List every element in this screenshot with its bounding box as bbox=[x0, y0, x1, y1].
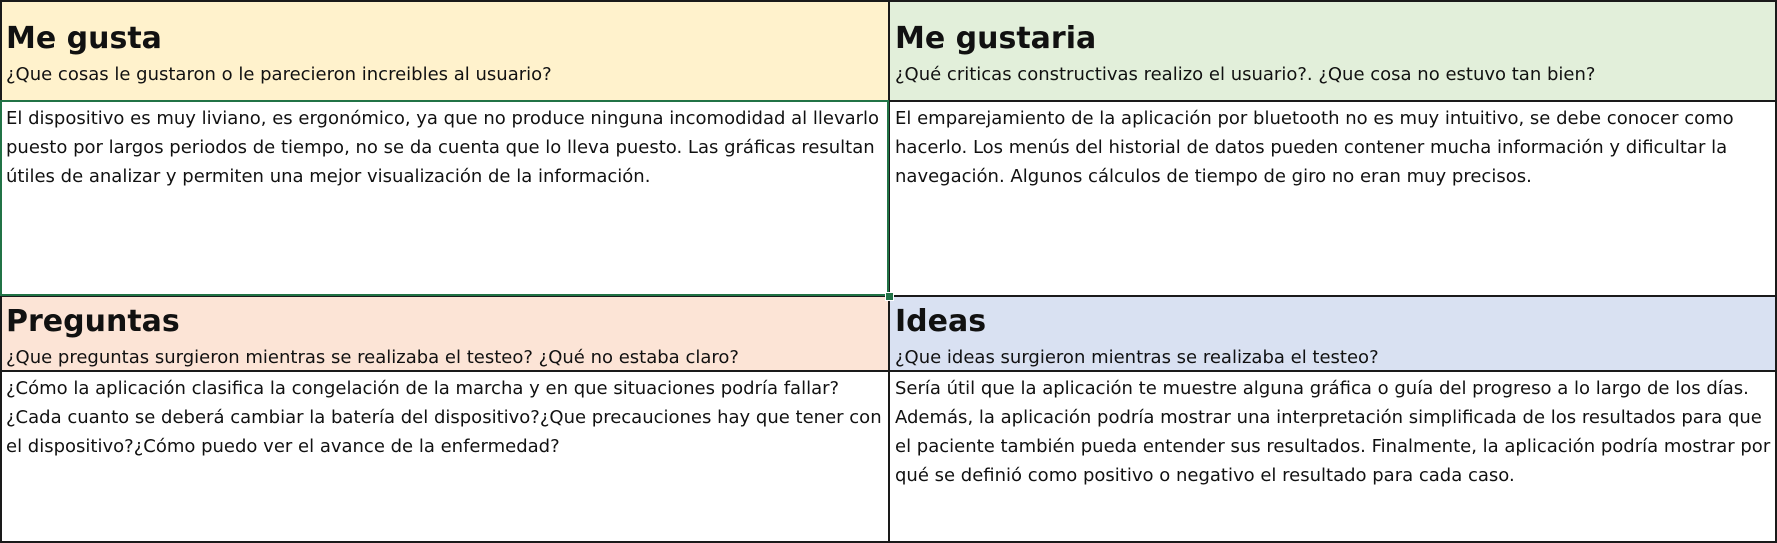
me-gustaria-header-cell[interactable] bbox=[889, 0, 1777, 101]
divider-top-header bbox=[0, 100, 1777, 102]
me-gustaria-title: Me gustaria bbox=[895, 21, 1097, 56]
me-gusta-body-cell[interactable]: El dispositivo es muy liviano, es ergonómico, ya que no produce ninguna incomodidad al llevarlo puesto por largos periodos de tiempo, no se da cuenta que lo lleva puesto. Las gráficas resultan útiles de analizar y permiten una mejor visualización de la información. bbox=[0, 101, 889, 296]
me-gusta-subtitle: ¿Que cosas le gustaron o le parecieron increibles al usuario? bbox=[6, 64, 552, 85]
me-gustaria-subtitle: ¿Qué criticas constructivas realizo el usuario?. ¿Que cosa no estuvo tan bien? bbox=[895, 64, 1596, 85]
me-gusta-title: Me gusta bbox=[6, 21, 162, 56]
preguntas-body-cell[interactable]: ¿Cómo la aplicación clasifica la congelación de la marcha y en que situaciones podría fallar?¿Cada cuanto se deberá cambiar la batería del dispositivo?¿Que precauciones hay que tener con el dispositivo?¿Cómo puedo ver el avance de la enfermedad? bbox=[0, 371, 889, 543]
ideas-body-cell[interactable]: Sería útil que la aplicación te muestre alguna gráfica o guía del progreso a lo largo de los días. Además, la aplicación podría mostrar una interpretación simplificada de los resultados para que el paciente también pueda entender sus resultados. Finalmente, la aplicación podría mostrar por qué se definió como positivo o negativo el resultado para cada caso. bbox=[889, 371, 1777, 543]
preguntas-subtitle: ¿Que preguntas surgieron mientras se realizaba el testeo? ¿Qué no estaba claro? bbox=[6, 347, 739, 368]
divider-vertical bbox=[888, 0, 890, 543]
ideas-title: Ideas bbox=[895, 304, 987, 339]
preguntas-title: Preguntas bbox=[6, 304, 180, 339]
border-left bbox=[0, 0, 2, 543]
me-gustaria-body-cell[interactable]: El emparejamiento de la aplicación por bluetooth no es muy intuitivo, se debe conocer como hacerlo. Los menús del historial de datos pueden contener mucha información y dificultar la navegación. Algunos cálculos de tiempo de giro no eran muy precisos. bbox=[889, 101, 1777, 296]
ideas-header-cell[interactable] bbox=[889, 296, 1777, 371]
divider-bottom-header bbox=[0, 370, 1777, 372]
preguntas-header-cell[interactable] bbox=[0, 296, 889, 371]
fill-handle[interactable] bbox=[885, 292, 894, 301]
me-gusta-header-cell[interactable] bbox=[0, 0, 889, 101]
ideas-subtitle: ¿Que ideas surgieron mientras se realizaba el testeo? bbox=[895, 347, 1379, 368]
